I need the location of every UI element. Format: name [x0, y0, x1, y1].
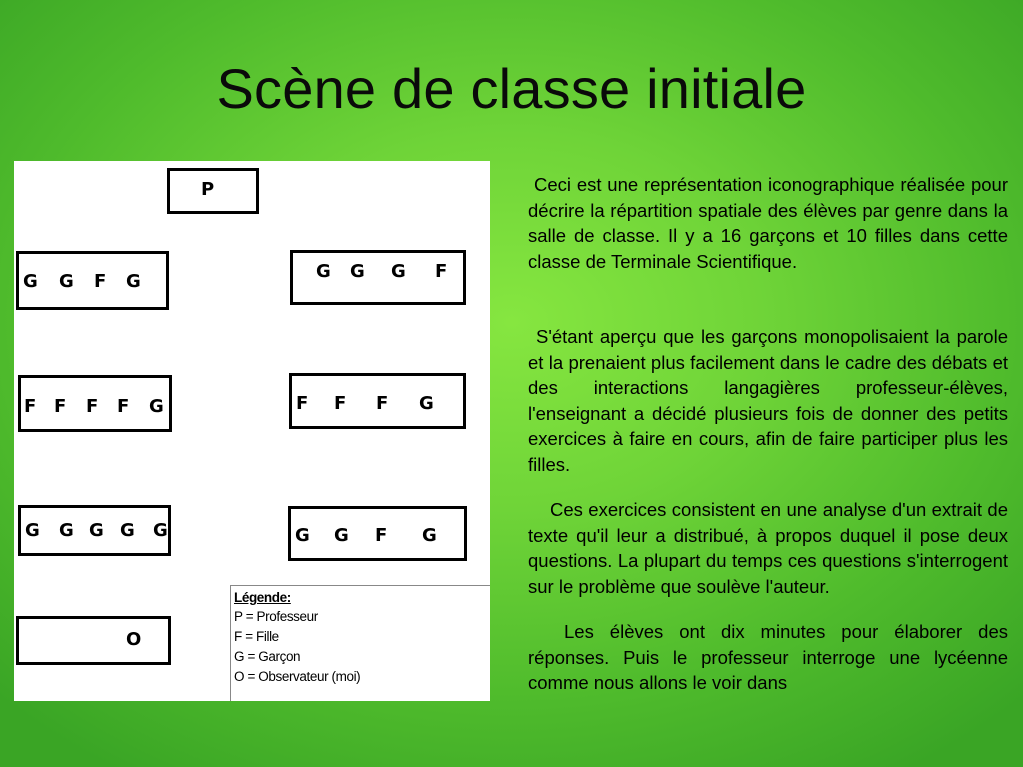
seat: F	[435, 261, 448, 282]
desk-row2-left	[18, 375, 172, 432]
seat: F	[24, 396, 37, 417]
desk-row3-left	[18, 505, 171, 556]
teacher-desk	[167, 168, 259, 214]
slide-title: Scène de classe initiale	[216, 57, 807, 120]
seat: F	[376, 393, 389, 414]
seat: F	[54, 396, 67, 417]
desk-row1-left	[16, 251, 169, 310]
desk-row2-right	[289, 373, 466, 429]
seat: G	[89, 520, 104, 541]
seat: G	[350, 261, 365, 282]
paragraph: Les élèves ont dix minutes pour élaborer des réponses. Puis le professeur interroge une lycéenne comme nous allons le voir dans	[528, 621, 1008, 693]
seat: G	[23, 271, 38, 292]
desk-observer	[16, 616, 171, 665]
seat: G	[419, 393, 434, 414]
seat-teacher: P	[201, 179, 215, 200]
seat: G	[120, 520, 135, 541]
seat: F	[375, 525, 388, 546]
paragraph: Ces exercices consistent en une analyse d'un extrait de texte qu'il leur a distribué, à propos duquel il pose deux questions. La plupart du temps ces questions s'interrogent sur le problème que soulève l'auteur.	[528, 499, 1008, 597]
seat: G	[153, 520, 168, 541]
legend-item: P = Professeur	[234, 609, 318, 624]
desk-row3-right	[288, 506, 467, 561]
seat: F	[86, 396, 99, 417]
seat: G	[391, 261, 406, 282]
seat: F	[296, 393, 309, 414]
desk-row1-right	[290, 250, 466, 305]
seat: F	[94, 271, 107, 292]
legend-title: Légende:	[234, 590, 291, 605]
legend-item: F = Fille	[234, 629, 279, 644]
seat: G	[295, 525, 310, 546]
classroom-seating-diagram	[14, 161, 490, 701]
seat: G	[422, 525, 437, 546]
paragraph: S'étant aperçu que les garçons monopolisaient la parole et la prenaient plus facilement dans le cadre des débats et des interactions langagières professeur-élèves, l'enseignant a décidé plusieurs fois de donner des petits exercices à faire en cours, afin de faire participer plus les filles.	[528, 326, 1008, 475]
seat: G	[59, 520, 74, 541]
legend-item: O = Observateur (moi)	[234, 669, 361, 684]
seat: G	[126, 271, 141, 292]
seat: F	[117, 396, 130, 417]
paragraph: Ceci est une représentation iconographique réalisée pour décrire la répartition spatiale des élèves par genre dans la salle de classe. Il y a 16 garçons et 10 filles dans cette classe de Terminale Scientifique.	[528, 174, 1008, 272]
legend	[230, 585, 490, 701]
seat: G	[316, 261, 331, 282]
seat: G	[149, 396, 164, 417]
body-text	[528, 172, 1008, 696]
seat: F	[334, 393, 347, 414]
legend-item: G = Garçon	[234, 649, 301, 664]
seat: G	[25, 520, 40, 541]
seat-observer: O	[126, 629, 142, 650]
seat: G	[59, 271, 74, 292]
seat: G	[334, 525, 349, 546]
